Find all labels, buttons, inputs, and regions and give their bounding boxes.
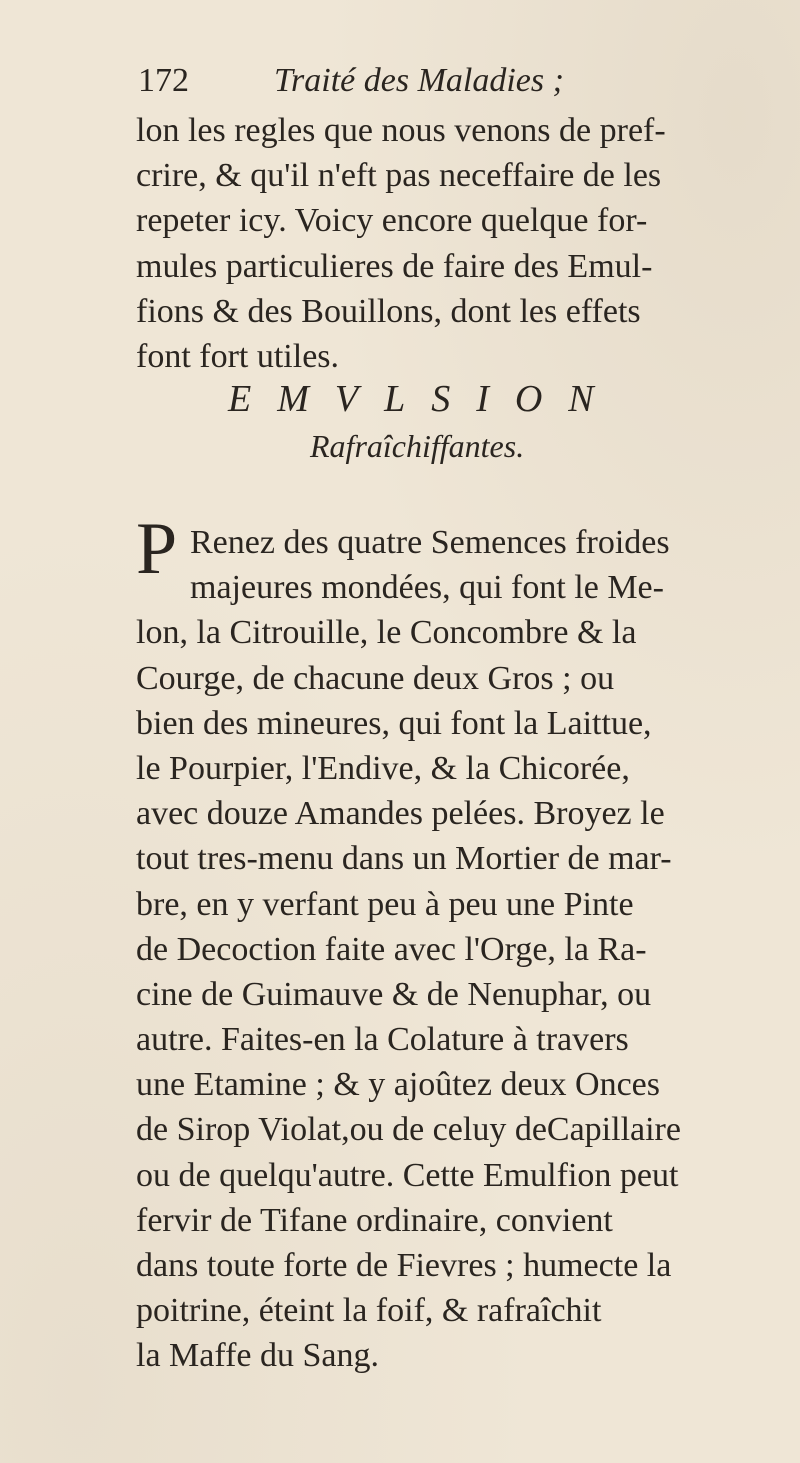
text-line: de Sirop Violat,ou de celuy deCapillaire xyxy=(136,1111,681,1149)
text-line: lon les regles que nous venons de pref- xyxy=(136,112,666,149)
text-line: tout tres-menu dans un Mortier de mar- xyxy=(136,840,672,878)
text-line: majeures mondées, qui font le Me- xyxy=(190,569,664,607)
text-line: cine de Guimauve & de Nenuphar, ou xyxy=(136,975,652,1013)
text-line: une Etamine ; & y ajoûtez deux Onces xyxy=(136,1066,660,1104)
text-line: de Decoction faite avec l'Orge, la Ra- xyxy=(136,930,647,968)
text-line: Courge, de chacune deux Gros ; ou xyxy=(136,659,615,697)
text-line: repeter icy. Voicy encore quelque for- xyxy=(136,202,648,240)
page-number: 172 xyxy=(138,62,189,99)
text-line: bre, en y verfant peu à peu une Pinte xyxy=(136,885,634,923)
text-line: dans toute forte de Fievres ; humecte la xyxy=(136,1247,672,1284)
section-heading: EMVLSION xyxy=(228,378,620,420)
section-subheading: Rafraîchiffantes. xyxy=(310,428,525,464)
text-line: crire, & qu'il n'eft pas neceffaire de les xyxy=(136,157,662,195)
text-line: mules particulieres de faire des Emul- xyxy=(136,247,653,285)
text-line: fervir de Tifane ordinaire, convient xyxy=(136,1201,613,1239)
text-line: Renez des quatre Semences froides xyxy=(190,524,670,561)
text-line: le Pourpier, l'Endive, & la Chicorée, xyxy=(136,749,630,787)
text-line: la Maffe du Sang. xyxy=(136,1337,379,1375)
text-line: fions & des Bouillons, dont les effets xyxy=(136,292,641,330)
running-title: Traité des Maladies ; xyxy=(274,62,564,99)
recipe-paragraph xyxy=(136,520,776,1379)
intro-paragraph xyxy=(136,108,776,379)
text-line: autre. Faites-en la Colature à travers xyxy=(136,1021,629,1059)
text-line: lon, la Citrouille, le Concombre & la xyxy=(136,614,637,652)
text-line: bien des mineures, qui font la Laittue, xyxy=(136,704,652,742)
text-line: poitrine, éteint la foif, & rafraîchit xyxy=(136,1292,602,1330)
text-line: avec douze Amandes pelées. Broyez le xyxy=(136,795,665,833)
text-line: ou de quelqu'autre. Cette Emulfion peut xyxy=(136,1156,679,1194)
drop-cap: P xyxy=(136,508,178,590)
running-head xyxy=(138,62,698,106)
text-line: font fort utiles. xyxy=(136,337,340,375)
